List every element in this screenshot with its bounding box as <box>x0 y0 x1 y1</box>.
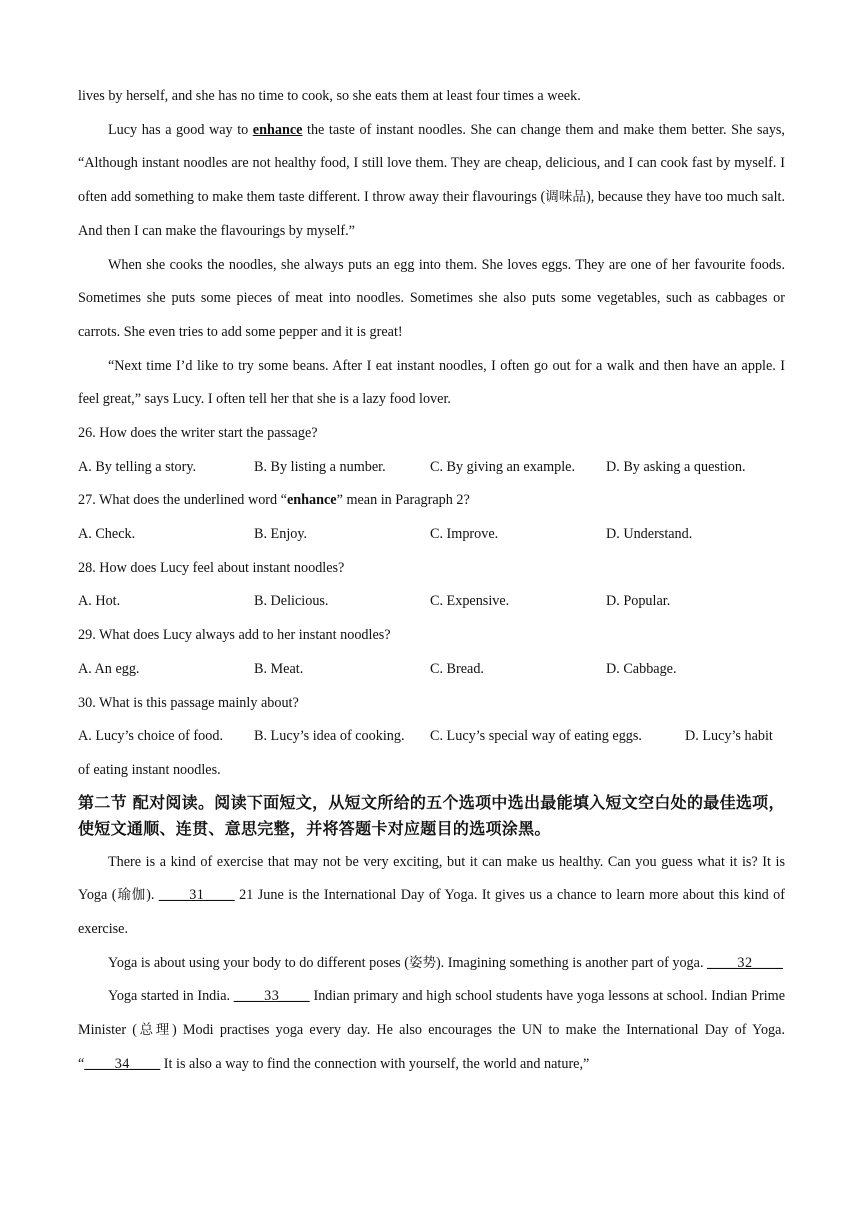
option-d: D. Cabbage. <box>606 660 677 677</box>
blank-31: ____31____ <box>158 887 235 904</box>
paragraph-text: ) Modi practises yoga every day. He also encourages the UN to make the International Day of Yoga. “ <box>78 1022 785 1072</box>
option-c: C. Lucy’s special way of eating eggs. <box>430 728 642 745</box>
option-d: D. By asking a question. <box>606 458 746 475</box>
paragraph-text: ), because they have too much salt. And then I can make the flavourings by myself.” <box>78 189 786 239</box>
option-a: A. An egg. <box>78 660 140 677</box>
options-26 <box>78 451 785 485</box>
option-c: C. Expensive. <box>430 593 510 610</box>
option-b: B. Delicious. <box>254 593 329 610</box>
document-page <box>78 80 785 1082</box>
paragraph-text: It is also a way to find the connection with yourself, the world and nature,” <box>160 1055 590 1072</box>
yoga-paragraph-3 <box>78 980 785 1081</box>
question-29: 29. What does Lucy always add to her instant noodles? <box>78 627 391 644</box>
option-d-continued: of eating instant noodles. <box>78 761 221 778</box>
paragraph-text: the taste of instant noodles. She can change them and make them better. She says, “Although instant noodles are not healthy food, I still love them. They are cheap, delicious, and I can cook fast by myself. I often add something to make them taste different. I throw away their flavourings ( <box>78 121 785 206</box>
passage-paragraph-4: “Next time I’d like to try some beans. After I eat instant noodles, I often go out for a walk and then have an apple. I feel great,” says Lucy. I often tell her that she is a lazy food lover. <box>78 357 785 408</box>
option-a: A. Check. <box>78 526 136 543</box>
option-b: B. Enjoy. <box>254 526 308 543</box>
section-heading: 第二节 配对阅读。阅读下面短文，从短文所给的五个选项中选出最能填入短文空白处的最佳选项，使短文通顺、连贯、意思完整，并将答题卡对应题目的选项涂黑。 <box>78 792 785 838</box>
paragraph-text: ). <box>146 887 159 904</box>
options-28 <box>78 585 785 619</box>
paragraph-text: Lucy has a good way to <box>108 121 253 138</box>
keyword-enhance: enhance <box>286 492 337 509</box>
question-30: 30. What is this passage mainly about? <box>78 694 299 711</box>
passage-paragraph-2 <box>78 114 785 249</box>
option-d: D. Lucy’s habit <box>685 728 773 745</box>
options-29 <box>78 653 785 687</box>
yoga-paragraph-2 <box>78 947 785 981</box>
chinese-gloss: 调味品 <box>545 189 586 206</box>
options-30 <box>78 720 785 754</box>
option-a: A. Hot. <box>78 593 121 610</box>
passage-paragraph-3: When she cooks the noodles, she always puts an egg into them. She loves eggs. They are one of her favourite foods. Sometimes she puts some pieces of meat into noodles. Sometimes she also puts some vegetables, such as cabbages or carrots. She even tries to add some pepper and it is great! <box>78 256 785 340</box>
chinese-gloss: 瑜伽 <box>116 887 147 904</box>
paragraph-text: There is a kind of exercise that may not be very exciting, but it can make us healthy. Can you guess what it is? It is Yoga ( <box>78 853 785 904</box>
options-27 <box>78 518 785 552</box>
option-c: C. Bread. <box>430 660 484 677</box>
blank-32: ____32____ <box>707 954 783 971</box>
paragraph-text: Yoga is about using your body to do different poses ( <box>108 954 409 971</box>
underlined-word-enhance: enhance <box>252 121 303 138</box>
option-c: C. Improve. <box>430 526 499 543</box>
paragraph-text: Indian primary and high school students have yoga lessons at school. Indian Prime Minister ( <box>78 988 785 1039</box>
option-d: D. Understand. <box>606 526 693 543</box>
paragraph-text: Yoga started in India. <box>108 988 234 1005</box>
paragraph-text: ). Imagining something is another part of yoga. <box>435 954 704 971</box>
question-27 <box>78 484 785 518</box>
option-a: A. By telling a story. <box>78 458 197 475</box>
question-28: 28. How does Lucy feel about instant noodles? <box>78 559 345 576</box>
question-text: 27. What does the underlined word “ <box>78 492 287 509</box>
option-b: B. Meat. <box>254 660 304 677</box>
option-b: B. Lucy’s idea of cooking. <box>254 728 405 745</box>
question-text: ” mean in Paragraph 2? <box>336 492 470 509</box>
chinese-gloss: 总理 <box>137 1022 172 1039</box>
yoga-paragraph-1 <box>78 846 785 947</box>
option-b: B. By listing a number. <box>254 458 386 475</box>
chinese-gloss: 姿势 <box>408 954 436 971</box>
paragraph-text: 21 June is the International Day of Yoga. It gives us a chance to learn more about this kind of exercise. <box>78 887 785 937</box>
option-c: C. By giving an example. <box>430 458 576 475</box>
option-d: D. Popular. <box>606 593 671 610</box>
passage-continued-line: lives by herself, and she has no time to cook, so she eats them at least four times a week. <box>78 88 581 104</box>
blank-33: ____33____ <box>233 988 310 1005</box>
blank-34: ____34____ <box>84 1055 161 1072</box>
question-26: 26. How does the writer start the passage? <box>78 425 318 442</box>
option-a: A. Lucy’s choice of food. <box>78 728 223 745</box>
